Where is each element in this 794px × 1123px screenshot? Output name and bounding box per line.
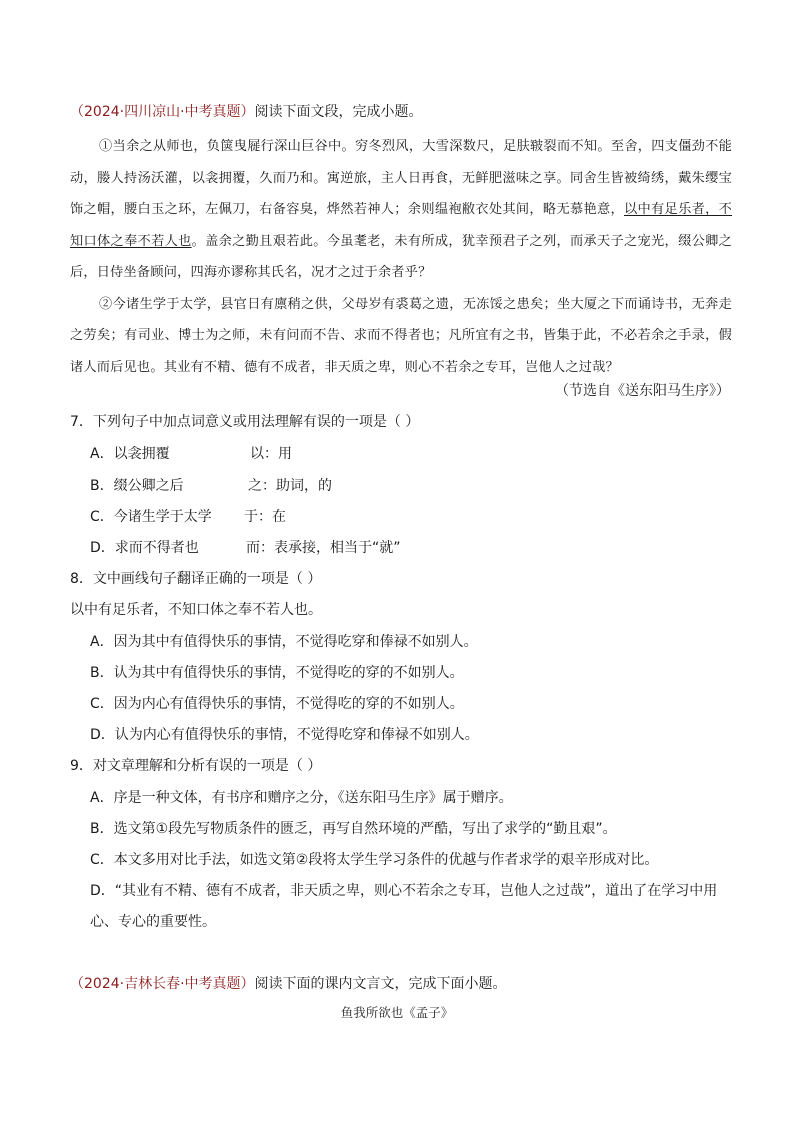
q9-option-a: A．序是一种文体，有书序和赠序之分，《送东阳马生序》属于赠序。 <box>90 790 513 806</box>
question-7-stem: 7．下列句子中加点词意义或用法理解有误的一项是（ ） <box>70 414 420 430</box>
q9-option-b: B．选文第①段先写物质条件的匮乏，再写自然环境的严酷，写出了求学的“勤且艰”。 <box>90 821 617 837</box>
q9-option-c: C．本文多用对比手法，如选文第②段将太学生学习条件的优越与作者求学的艰辛形成对比。 <box>90 852 659 868</box>
section2-header <box>70 974 730 994</box>
q7-option-b: B．缀公卿之后 <box>90 478 184 494</box>
underlined-sentence: 以中有足乐者，不知口体之奉不若人也 <box>70 202 732 249</box>
question-8-quote: 以中有足乐者，不知口体之奉不若人也。 <box>70 602 322 618</box>
passage-paragraph-2: ②今诸生学于太学，县官日有廪稍之供，父母岁有裘葛之遗，无冻馁之患矣；坐大厦之下而诵诗书，无奔走之劳矣；有司业、博士为之师，未有问而不告、求而不得者也；凡所宜有之书，皆集于此，不必若余之手录，假诸人而后见也。其业有不精、德有不成者，非天质之卑，则心不若余之专耳，岂他人之过哉？ <box>70 296 732 375</box>
section2-instruction: 阅读下面的课内文言文，完成下面小题。 <box>254 976 507 992</box>
q7-option-d: D．求而不得者也 <box>90 540 199 556</box>
section2-passage-title: 鱼我所欲也《孟子》 <box>340 1005 454 1020</box>
passage-citation: （节选自《送东阳马生序》） <box>555 383 730 399</box>
passage-paragraph-1 <box>70 131 732 289</box>
q8-option-a: A．因为其中有值得快乐的事情，不觉得吃穿和俸禄不如别人。 <box>90 634 478 650</box>
q7-option-c: C．今诸生学于太学 <box>90 509 212 525</box>
q7-option-a: A．以衾拥覆 <box>90 446 170 462</box>
passage-paragraph-1-part-b: 。盖余之勤且艰若此。今虽耄老，未有所成，犹幸预君子之列，而承天子之宠光，缀公卿之后，日侍坐备顾问，四海亦谬称其氏名，况才之过于余者乎？ <box>70 233 732 280</box>
classical-passage <box>70 131 732 383</box>
q8-option-b: B．认为其中有值得快乐的事情，不觉得吃的穿的不如别人。 <box>90 665 464 681</box>
section2-source: （2024·吉林长春·中考真题） <box>70 976 255 992</box>
question-8-stem: 8．文中画线句子翻译正确的一项是（ ） <box>70 571 322 587</box>
q7-option-c-gloss: 于：在 <box>244 509 286 525</box>
question-9-stem: 9．对文章理解和分析有误的一项是（ ） <box>70 758 322 774</box>
passage-paragraph-1-part-a: ①当余之从师也，负箧曳屣行深山巨谷中。穷冬烈风，大雪深数尺，足肤皲裂而不知。至舍，四支僵劲不能动，媵人持汤沃灌，以衾拥覆，久而乃和。寓逆旅，主人日再食，无鲜肥滋味之享。同舍生皆被绮绣，戴朱缨宝饰之帽，腰白玉之环，左佩刀，右备容臭，烨然若神人；余则缊袍敝衣处其间，略无慕艳意， <box>70 139 732 217</box>
q9-option-d: D．“其业有不精、德有不成者，非天质之卑，则心不若余之专耳，岂他人之过哉”，道出了在学习中用心、专心的重要性。 <box>90 883 718 930</box>
section1-instruction: 阅读下面文段，完成小题。 <box>254 104 423 120</box>
section1-header <box>70 102 730 122</box>
q7-option-a-gloss: 以：用 <box>250 446 292 462</box>
q7-option-b-gloss: 之：助词，的 <box>248 478 332 494</box>
section1-source: （2024·四川凉山·中考真题） <box>70 104 255 120</box>
q8-option-c: C．因为内心有值得快乐的事情，不觉得吃的穿的不如别人。 <box>90 696 464 712</box>
q8-option-d: D．认为内心有值得快乐的事情，不觉得吃穿和俸禄不如别人。 <box>90 727 479 743</box>
q7-option-d-gloss: 而：表承接，相当于“就” <box>246 540 401 556</box>
